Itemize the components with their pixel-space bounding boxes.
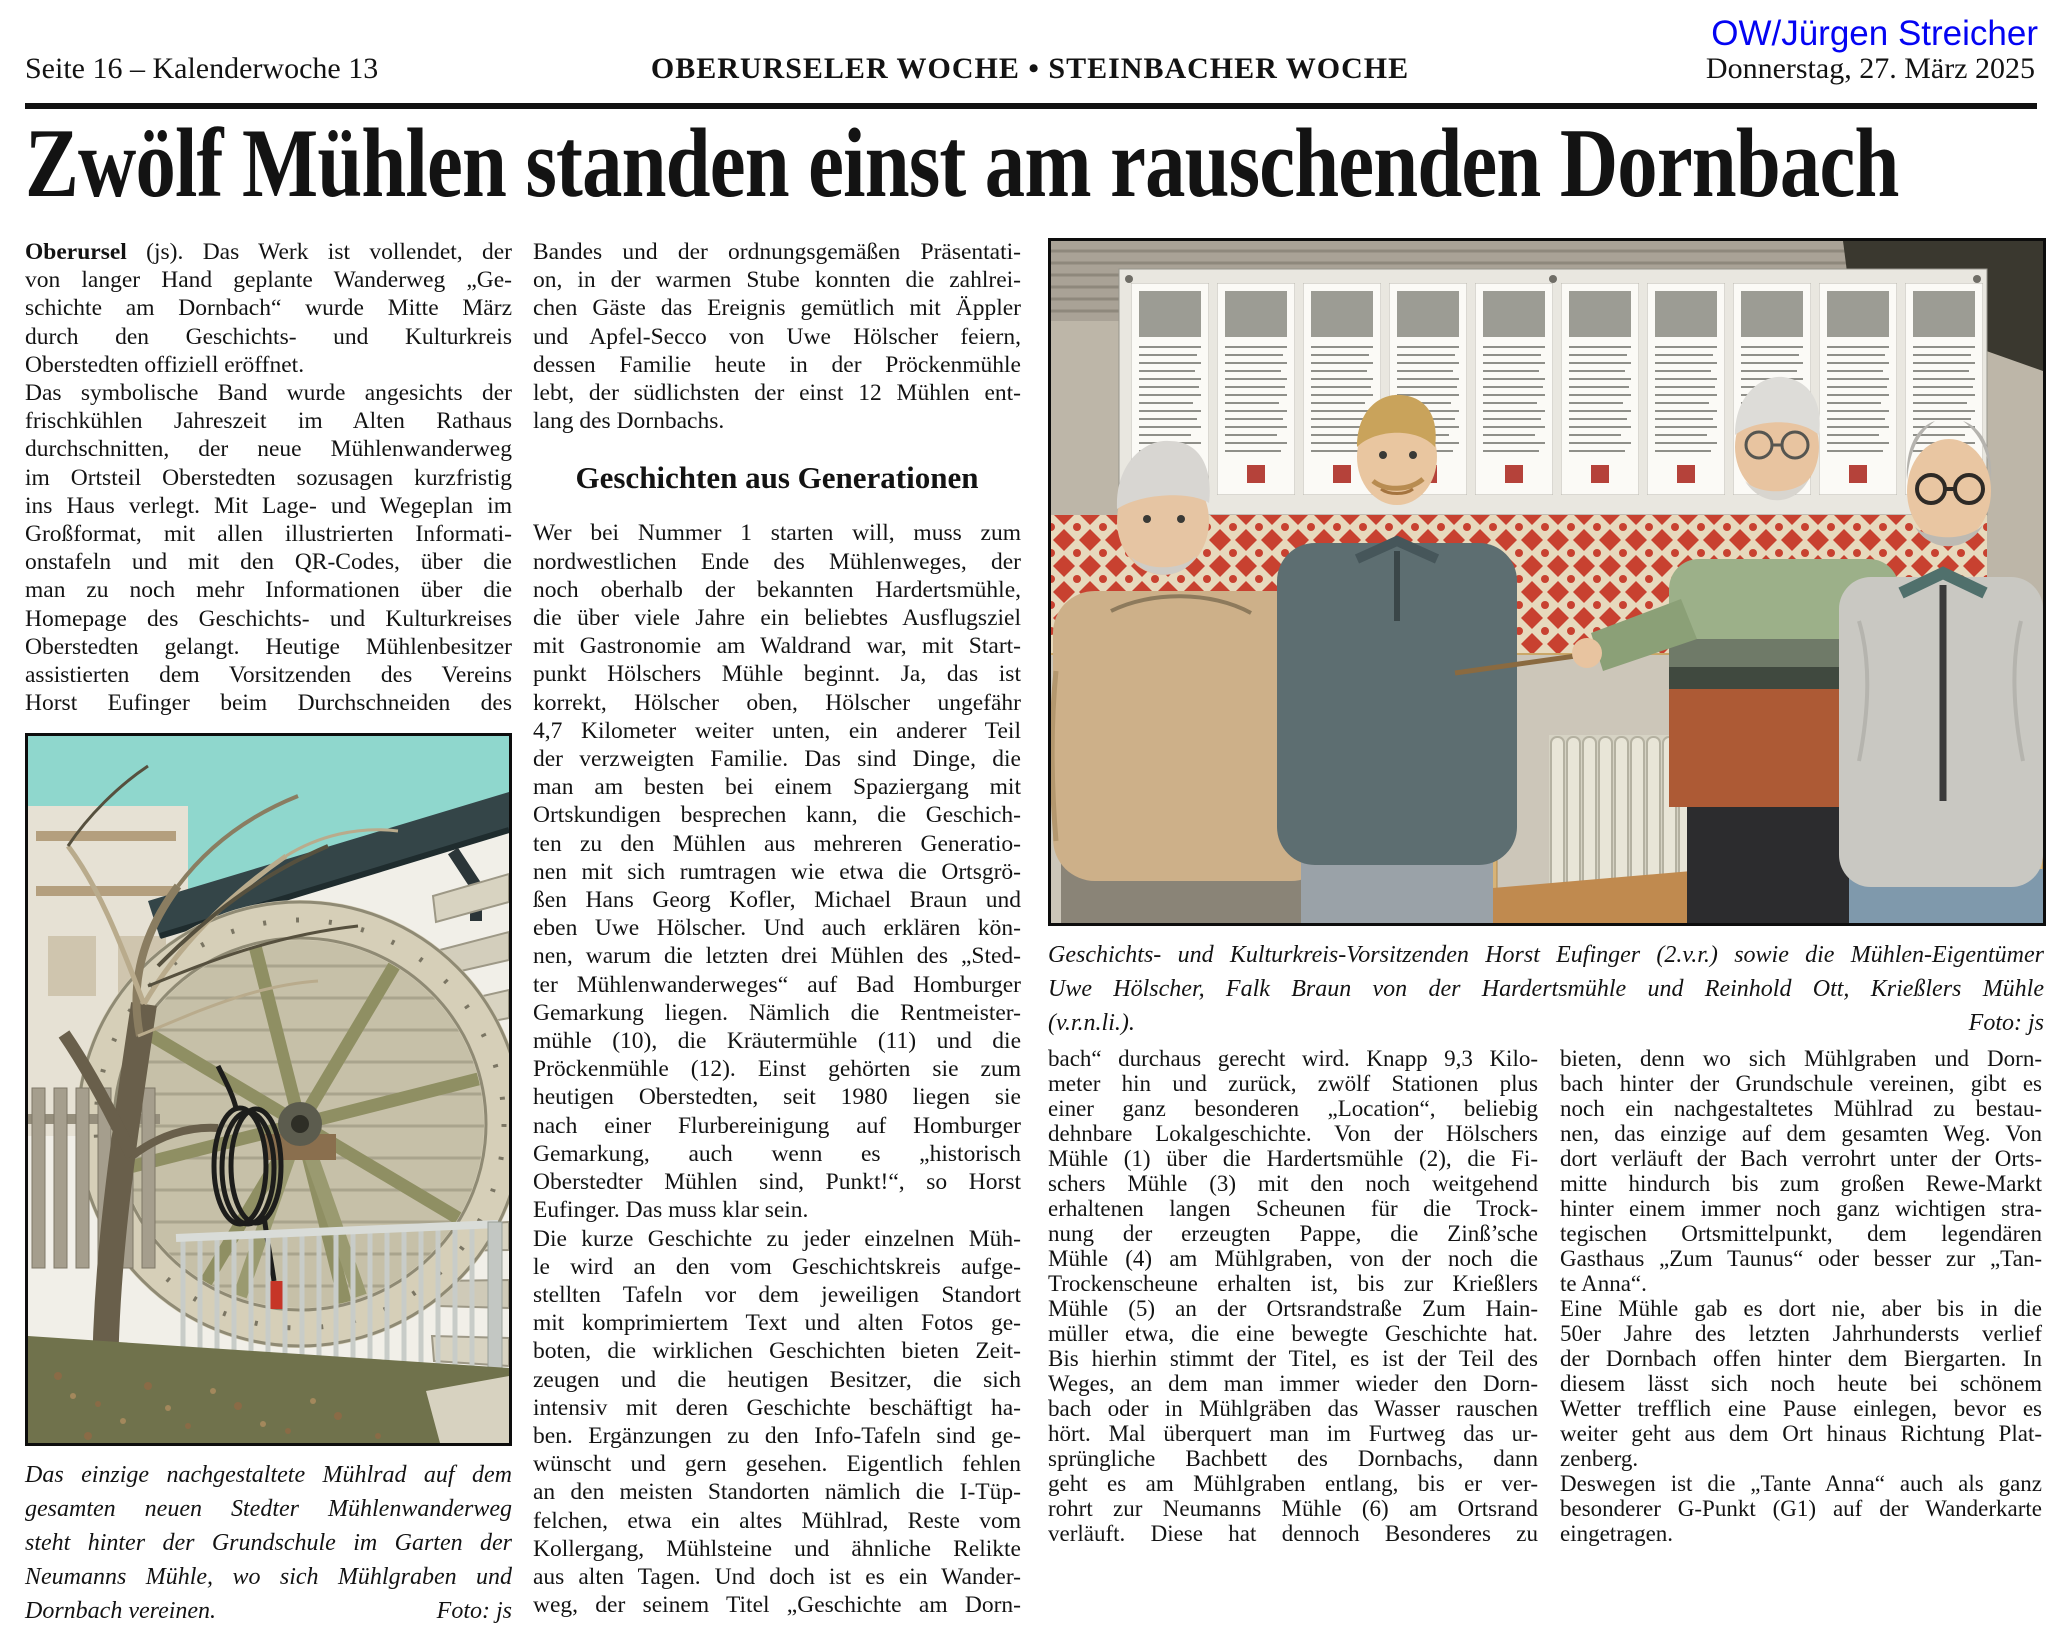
caption-mill-wheel: Das einzige nachgestaltete Mühlrad auf dem gesamten neuen Stedter Mühlenwanderweg steht hinter der Grundschule im Garten der Neumanns Mühle, wo sich Mühlgraben und Dornbach vereinen. Foto: js [25,1462,512,1624]
caption-opening-group: Geschichts- und Kulturkreis-Vorsitzenden Horst Eufinger (2.v.r.) sowie die Mühlen-Eigentümer Uwe Hölscher, Falk Braun von der Hardertsmühle und Reinhold Ott, Krießlers Mühle (v.r.n.li.). Foto: js [1048,942,2044,1036]
photographer-credit: OW/Jürgen Streicher [1711,14,2038,53]
page-number: Seite 16 – Kalenderwoche 13 [25,52,379,85]
body-column-4: bieten, denn wo sich Mühlgraben und Dorn- bach hinter der Grundschule vereinen, gibt es noch ein nachgestaltetes Mühlrad zu bestau- nen, das einzige auf dem gesamten Weg. Von dort verläuft der Bach verrohrt unter der Orts- mitte hindurch bis zum großen Rewe-Markt hinter einem immer noch ganz wichtigen stra- tegischen Ortsmittelpunkt, dem legendären Gasthaus „Zum Taunus“ oder besser zur „Tan- te Anna“. Eine Mühle gab es dort nie, aber bis in die 50er Jahre des letzten Jahrhundersts verlief der Dornbach offen hinter dem Biergarten. In diesem lässt sich noch heute bei schönem Wetter trefflich eine Pause einlegen, bevor es weiter geht aus dem Ort hinaus Richtung Plat- zenberg. Deswegen ist die „Tante Anna“ auch als ganz besonderer G-Punkt (G1) auf der Wanderkarte eingetragen. [1560,1046,2042,1546]
group-photo-illustration [1051,241,2043,923]
article-headline: Zwölf Mühlen standen einst am rauschenden Dornbach [25,109,1899,218]
column-2-bottom: Wer bei Nummer 1 starten will, muss zum nordwestlichen Ende des Mühlenweges, der noch oberhalb der bekannten Hardertsmühle, die über viele Jahre ein beliebtes Ausflugsziel mit Gastronomie am Waldrand war, mit Start- punkt Hölschers Mühle beginnt. Ja, das ist korrekt, Hölscher oben, Hölscher ungefähr 4,7 Kilometer weiter unten, ein anderer Teil der verzweigten Familie. Das sind Dinge, die man am besten bei einem Spaziergang mit Ortskundigen besprechen kann, die Geschich- ten zu den Mühlen aus mehreren Generatio- nen mit sich rumtragen wie etwa die Ortsgrö- ßen Hans Georg Kofler, Michael Braun und eben Uwe Hölscher. Und auch erklären kön- nen, warum die letzten drei Mühlen des „Sted- ter Mühlenwanderweges“ auf Bad Homburger Gemarkung liegen. Nämlich die Rentmeister- mühle (10), die Kräutermühle (11) und die Pröckenmühle (12). Einst gehörten sie zum heutigen Oberstedten, seit 1980 liegen sie nach einer Flurbereinigung auf Homburger Gemarkung, auch wenn es „historisch Oberstedter Mühlen sind, Punkt!“, so Horst Eufinger. Das muss klar sein. Die kurze Geschichte zu jeder einzelnen Müh- le wird an den vom Geschichtskreis aufge- stellten Tafeln vor dem jeweiligen Standort mit komprimiertem Text und alten Fotos ge- boten, die wirklichen Geschichten bieten Zeit- zeugen und die heutigen Besitzer, die sich intensiv mit deren Geschichte beschäftigt ha- ben. Ergänzungen zu den Info-Tafeln sind ge- wünscht und gern gesehen. Eigentlich fehlen an den meisten Standorten nämlich die I-Tüp- felchen, etwa ein altes Mühlrad, Reste vom Kollergang, Mühlsteine und ähnliche Relikte aus alten Tagen. Und doch ist es ein Wander- weg, der seinem Titel „Geschichte am Dorn- [533,520,1021,1619]
newspaper-title: OBERURSELER WOCHE • STEINBACHER WOCHE [650,52,1410,85]
body-column-2 [533,238,1021,1619]
column-2-top: Bandes und der ordnungsgemäßen Präsentati- on, in der warmen Stube konnten die zahlrei- chen Gäste das Ereignis gemütlich mit Äppler und Apfel-Secco von Uwe Hölscher feiern, dessen Familie heute in der Pröckenmühle lebt, der südlichsten der einst 12 Mühlen ent- lang des Dornbachs. [533,239,1021,435]
section-subhead: Geschichten aus Generationen [575,460,979,496]
issue-date: Donnerstag, 27. März 2025 [1705,52,2035,85]
info-board [1119,269,1987,515]
mill-wheel-illustration [28,736,509,1443]
photo-mill-wheel [25,733,512,1446]
photo-opening-group [1048,238,2046,926]
body-column-1: Oberursel (js). Das Werk ist vollendet, der von langer Hand geplante Wanderweg „Ge- schichte am Dornbach“ wurde Mitte März durch den Geschichts- und Kulturkreis Oberstedten offiziell eröffnet. Das symbolische Band wurde angesichts der frischkühlen Jahreszeit im Alten Rathaus durchschnitten, der neue Mühlenwanderweg im Ortsteil Oberstedten sozusagen kurzfristig ins Haus verlegt. Mit Lage- und Wegeplan im Großformat, mit allen illustrierten Informati- onstafeln und mit den QR-Codes, über die man zu noch mehr Informationen über die Homepage des Geschichts- und Kulturkreises Oberstedten gelangt. Heutige Mühlenbesitzer assistierten dem Vorsitzenden des Vereins Horst Eufinger beim Durchschneiden des [25,239,512,717]
body-column-3: bach“ durchaus gerecht wird. Knapp 9,3 Kilo- meter hin und zurück, zwölf Stationen plus einer ganz besonderen „Location“, beliebig dehnbare Lokalgeschichte. Von der Hölschers Mühle (1) über die Hardertsmühle (2), die Fi- schers Mühle (3) mit den noch weitgehend erhaltenen langen Scheunen für die Trock- nung der erzeugten Pappe, die Zinß’sche Mühle (4) am Mühlgraben, von der noch die Trockenscheune erhalten ist, bis zur Krießlers Mühle (5) an der Ortsrandstraße Zum Hain- müller etwa, die eine bewegte Geschichte hat. Bis hierhin stimmt der Titel, es ist der Teil des Weges, an dem man immer wieder den Dorn- bach oder in Mühlgräben das Wasser rauschen hört. Mal überquert man im Furtweg das ur- sprüngliche Bachbett des Dornbachs, dann geht es am Mühlgraben entlang, bis er ver- rohrt zur Neumanns Mühle (6) am Ortsrand verläuft. Diese hat dennoch Besonderes zu [1048,1046,1538,1546]
